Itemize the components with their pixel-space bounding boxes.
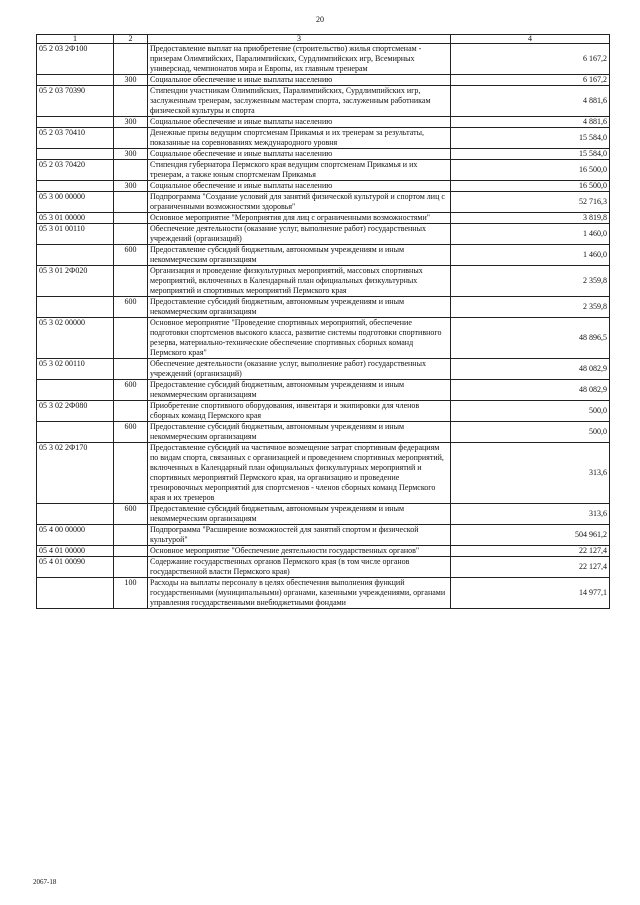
header-col-3: 3 (148, 35, 451, 44)
row-name-cell: Основное мероприятие "Обеспечение деятельности государственных органов" (148, 546, 451, 557)
row-expense-type-cell (114, 128, 148, 149)
table-row (37, 213, 610, 224)
row-name-cell: Предоставление субсидий бюджетным, автономным учреждениям и иным некоммерческим организациям (148, 380, 451, 401)
row-code-cell: 05 3 02 2Ф080 (37, 401, 114, 422)
row-expense-type-cell: 300 (114, 75, 148, 86)
page-number: 20 (316, 15, 324, 24)
row-code-cell (37, 380, 114, 401)
row-name-cell: Социальное обеспечение и иные выплаты населению (148, 117, 451, 128)
row-name-cell: Обеспечение деятельности (оказание услуг, выполнение работ) государственных учреждений (организаций) (148, 224, 451, 245)
row-code-cell: 05 4 00 00000 (37, 525, 114, 546)
table-row (37, 44, 610, 75)
row-code-cell (37, 149, 114, 160)
table-row (37, 380, 610, 401)
row-expense-type-cell: 600 (114, 245, 148, 266)
row-amount-cell: 1 460,0 (451, 224, 610, 245)
row-expense-type-cell (114, 443, 148, 504)
row-expense-type-cell (114, 160, 148, 181)
row-code-cell (37, 504, 114, 525)
row-name-cell: Обеспечение деятельности (оказание услуг, выполнение работ) государственных учреждений (организаций) (148, 359, 451, 380)
row-expense-type-cell (114, 318, 148, 359)
table-row (37, 86, 610, 117)
row-expense-type-cell (114, 359, 148, 380)
row-expense-type-cell (114, 192, 148, 213)
row-amount-cell: 48 082,9 (451, 359, 610, 380)
row-amount-cell: 14 977,1 (451, 578, 610, 609)
row-name-cell: Содержание государственных органов Пермского края (в том числе органов государственной власти Пермского края) (148, 557, 451, 578)
row-name-cell: Основное мероприятие "Проведение спортивных мероприятий, обеспечение подготовки спортсменов высокого класса, развитие системы подготовки спортивного резерва, материально-технические обеспечение спортивных сборных команд Пермского края" (148, 318, 451, 359)
row-amount-cell: 504 961,2 (451, 525, 610, 546)
row-amount-cell: 500,0 (451, 422, 610, 443)
row-code-cell (37, 297, 114, 318)
row-expense-type-cell (114, 224, 148, 245)
row-expense-type-cell (114, 213, 148, 224)
row-name-cell: Социальное обеспечение и иные выплаты населению (148, 75, 451, 86)
row-amount-cell: 22 127,4 (451, 546, 610, 557)
row-name-cell: Социальное обеспечение и иные выплаты населению (148, 149, 451, 160)
table-body (37, 44, 610, 609)
row-name-cell: Основное мероприятие "Мероприятия для лиц с ограниченными возможностями" (148, 213, 451, 224)
row-expense-type-cell (114, 401, 148, 422)
row-name-cell: Стипендии участникам Олимпийских, Паралимпийских, Сурдлимпийских игр, заслуженным тренерам, заслуженным мастерам спорта, заслуженным работникам физической культуры и спорта (148, 86, 451, 117)
table-row (37, 128, 610, 149)
table-row (37, 266, 610, 297)
row-name-cell: Стипендия губернатора Пермского края ведущим спортсменам Прикамья и их тренерам, а также юным спортсменам Прикамья (148, 160, 451, 181)
row-code-cell (37, 422, 114, 443)
table-header-row (37, 35, 610, 44)
table-row (37, 160, 610, 181)
row-expense-type-cell: 600 (114, 422, 148, 443)
table-row (37, 525, 610, 546)
row-amount-cell: 16 500,0 (451, 160, 610, 181)
row-code-cell (37, 181, 114, 192)
budget-table (36, 34, 610, 609)
row-code-cell: 05 3 01 2Ф020 (37, 266, 114, 297)
row-code-cell: 05 3 01 00110 (37, 224, 114, 245)
row-code-cell: 05 2 03 2Ф100 (37, 44, 114, 75)
row-code-cell: 05 3 02 00000 (37, 318, 114, 359)
row-name-cell: Приобретение спортивного оборудования, инвентаря и экипировки для членов сборных команд Пермского края (148, 401, 451, 422)
table-row (37, 504, 610, 525)
header-col-1: 1 (37, 35, 114, 44)
row-expense-type-cell (114, 525, 148, 546)
row-amount-cell: 22 127,4 (451, 557, 610, 578)
row-name-cell: Социальное обеспечение и иные выплаты населению (148, 181, 451, 192)
row-expense-type-cell: 600 (114, 297, 148, 318)
row-name-cell: Подпрограмма "Создание условий для занятий физической культурой и спортом лиц с ограниченными возможностями здоровья" (148, 192, 451, 213)
row-amount-cell: 52 716,3 (451, 192, 610, 213)
row-expense-type-cell (114, 266, 148, 297)
row-expense-type-cell (114, 546, 148, 557)
row-code-cell (37, 578, 114, 609)
row-expense-type-cell: 100 (114, 578, 148, 609)
row-code-cell: 05 2 03 70390 (37, 86, 114, 117)
row-name-cell: Расходы на выплаты персоналу в целях обеспечения выполнения функций государственными (муниципальными) органами, казенными учреждениями, органами управления государственными внебюджетными фондами (148, 578, 451, 609)
row-amount-cell: 15 584,0 (451, 149, 610, 160)
row-amount-cell: 6 167,2 (451, 44, 610, 75)
row-name-cell: Предоставление субсидий бюджетным, автономным учреждениям и иным некоммерческим организациям (148, 245, 451, 266)
row-expense-type-cell: 600 (114, 504, 148, 525)
row-expense-type-cell (114, 44, 148, 75)
row-code-cell: 05 3 02 00110 (37, 359, 114, 380)
table-row (37, 318, 610, 359)
row-name-cell: Денежные призы ведущим спортсменам Прикамья и их тренерам за результаты, показанные на соревнованиях международного уровня (148, 128, 451, 149)
row-amount-cell: 2 359,8 (451, 266, 610, 297)
row-expense-type-cell: 600 (114, 380, 148, 401)
table-row (37, 546, 610, 557)
row-code-cell: 05 3 00 00000 (37, 192, 114, 213)
table-row (37, 297, 610, 318)
row-expense-type-cell: 300 (114, 149, 148, 160)
table-row (37, 359, 610, 380)
header-col-2: 2 (114, 35, 148, 44)
row-name-cell: Предоставление субсидий на частичное возмещение затрат спортивным федерациям по видам спорта, связанных с организацией и проведением спортивных мероприятий, включенных в Календарный план официальных физкультурных мероприятий и спортивных мероприятий Пермского края, на организацию и проведение тренировочных мероприятий для спортсменов - членов сборных команд Пермского края и их тренеров (148, 443, 451, 504)
row-amount-cell: 6 167,2 (451, 75, 610, 86)
row-amount-cell: 313,6 (451, 443, 610, 504)
table-row (37, 224, 610, 245)
row-amount-cell: 313,6 (451, 504, 610, 525)
table-row (37, 75, 610, 86)
header-col-4: 4 (451, 35, 610, 44)
table-row (37, 149, 610, 160)
table-row (37, 401, 610, 422)
row-code-cell: 05 2 03 70420 (37, 160, 114, 181)
table-row (37, 192, 610, 213)
row-code-cell (37, 245, 114, 266)
table-row (37, 117, 610, 128)
row-code-cell (37, 75, 114, 86)
row-name-cell: Предоставление выплат на приобретение (строительство) жилья спортсменам - призерам Олимпийских, Паралимпийских, Сурдлимпийских игр, Всемирных универсиад, чемпионатов мира и Европы, их главным тренерам (148, 44, 451, 75)
row-expense-type-cell: 300 (114, 117, 148, 128)
row-amount-cell: 16 500,0 (451, 181, 610, 192)
row-name-cell: Подпрограмма "Расширение возможностей для занятий спортом и физической культурой" (148, 525, 451, 546)
table-row (37, 422, 610, 443)
row-expense-type-cell (114, 86, 148, 117)
footer-document-code: 2067-18 (33, 878, 57, 886)
table-row (37, 245, 610, 266)
row-code-cell: 05 4 01 00090 (37, 557, 114, 578)
row-expense-type-cell: 300 (114, 181, 148, 192)
row-amount-cell: 48 082,9 (451, 380, 610, 401)
row-code-cell: 05 2 03 70410 (37, 128, 114, 149)
row-name-cell: Предоставление субсидий бюджетным, автономным учреждениям и иным некоммерческим организациям (148, 422, 451, 443)
row-amount-cell: 4 881,6 (451, 117, 610, 128)
row-amount-cell: 500,0 (451, 401, 610, 422)
row-name-cell: Организация и проведение физкультурных мероприятий, массовых спортивных мероприятий, включенных в Календарный план официальных физкультурных мероприятий и спортивных мероприятий Пермского края (148, 266, 451, 297)
table-row (37, 181, 610, 192)
table-row (37, 578, 610, 609)
row-code-cell: 05 3 01 00000 (37, 213, 114, 224)
row-amount-cell: 3 819,8 (451, 213, 610, 224)
row-amount-cell: 48 896,5 (451, 318, 610, 359)
row-code-cell: 05 3 02 2Ф170 (37, 443, 114, 504)
row-amount-cell: 1 460,0 (451, 245, 610, 266)
table-row (37, 443, 610, 504)
row-name-cell: Предоставление субсидий бюджетным, автономным учреждениям и иным некоммерческим организациям (148, 504, 451, 525)
row-amount-cell: 2 359,8 (451, 297, 610, 318)
table-row (37, 557, 610, 578)
row-expense-type-cell (114, 557, 148, 578)
row-amount-cell: 15 584,0 (451, 128, 610, 149)
row-name-cell: Предоставление субсидий бюджетным, автономным учреждениям и иным некоммерческим организациям (148, 297, 451, 318)
row-amount-cell: 4 881,6 (451, 86, 610, 117)
row-code-cell: 05 4 01 00000 (37, 546, 114, 557)
row-code-cell (37, 117, 114, 128)
